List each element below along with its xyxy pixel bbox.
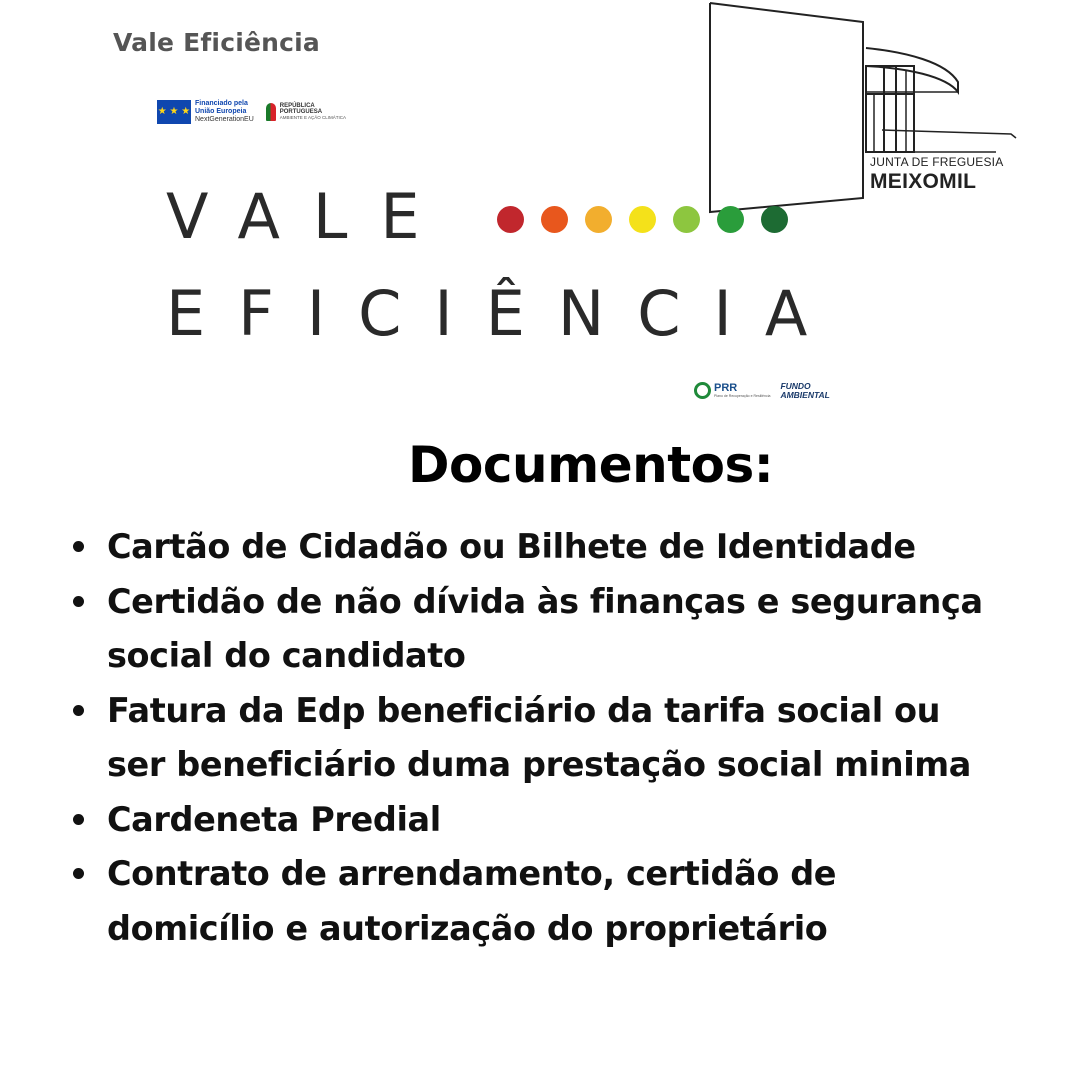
eu-line-3: NextGenerationEU [195, 116, 254, 123]
efficiency-dot [673, 206, 700, 233]
efficiency-dot [717, 206, 744, 233]
prr-logo-icon [694, 382, 711, 399]
document-item: Contrato de arrendamento, certidão de [107, 847, 1067, 902]
document-item: Certidão de não dívida às finanças e segurança [107, 575, 1067, 630]
efficiency-dot [629, 206, 656, 233]
republica-mark-icon [266, 103, 276, 121]
eu-flag-icon: ★ ★ ★ [157, 100, 191, 124]
eu-line-2: União Europeia [195, 108, 247, 115]
fundo-ambiental-logo [780, 382, 829, 399]
document-item: Fatura da Edp beneficiário da tarifa social ou [107, 684, 1067, 739]
banner-vale: VALE [166, 180, 453, 253]
efficiency-dot [541, 206, 568, 233]
documents-list [107, 520, 1067, 956]
efficiency-dot [585, 206, 612, 233]
prr-logo-text [714, 383, 770, 398]
rp-line-2: PORTUGUESA [279, 109, 323, 115]
documents-heading: Documentos: [408, 436, 774, 494]
prr-label: PRR [714, 382, 738, 394]
fundo-line-2: AMBIENTAL [780, 389, 830, 400]
rp-line-3: AMBIENTE E AÇÃO CLIMÁTICA [279, 115, 347, 120]
document-item-continuation: ser beneficiário duma prestação social minima [107, 745, 972, 784]
eu-line-1: Financiado pela [195, 100, 248, 107]
funding-logos [157, 100, 346, 124]
efficiency-dot [761, 206, 788, 233]
page-title: Vale Eficiência [113, 28, 321, 57]
document-item-continuation: social do candidato [107, 636, 466, 675]
rp-line-1: REPÚBLICA [279, 103, 315, 109]
eu-funding-text [195, 100, 254, 124]
partner-logos [694, 382, 830, 399]
document-item: Cardeneta Predial [107, 793, 1067, 848]
fundo-line-1: FUNDO [780, 381, 811, 391]
junta-line-1: JUNTA DE FREGUESIA [870, 155, 1004, 169]
junta-line-2: MEIXOMIL [870, 170, 977, 193]
document-item-continuation: domicílio e autorização do proprietário [107, 908, 828, 948]
banner-eficiencia: EFICIÊNCIA [166, 277, 841, 350]
document-item: Cartão de Cidadão ou Bilhete de Identidade [107, 520, 1067, 575]
efficiency-dot [497, 206, 524, 233]
junta-logo-text [870, 155, 1003, 194]
republica-portuguesa-logo [266, 103, 346, 121]
prr-sub-label: Plano de Recuperação e Resiliência [714, 394, 771, 398]
